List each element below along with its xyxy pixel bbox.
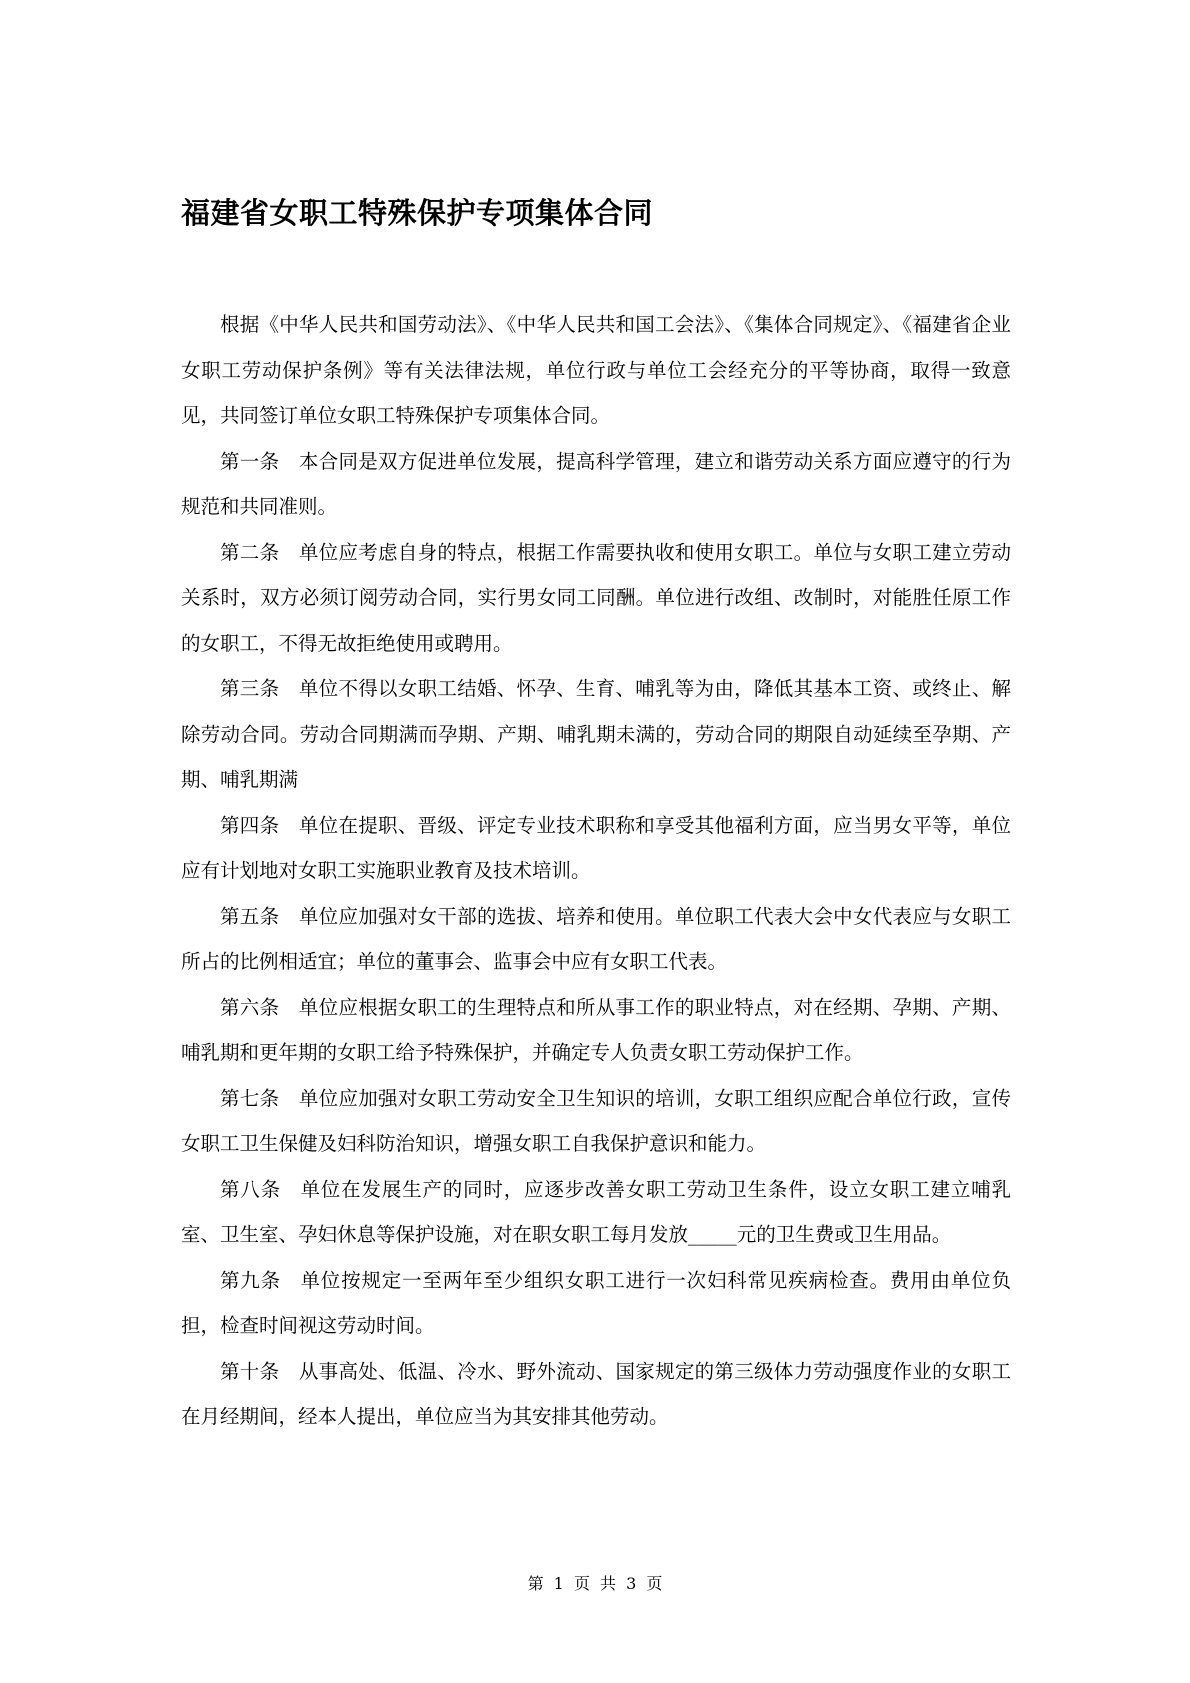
article-number: 第八条 <box>220 1177 281 1201</box>
article-text: 单位在提职、晋级、评定专业技术职称和享受其他福利方面，应当男女平等，单位应有计划地对女职工实施职业教育及技术培训。 <box>181 813 1011 882</box>
article-number: 第一条 <box>220 449 280 473</box>
article-text: 单位应根据女职工的生理特点和所从事工作的职业特点，对在经期、孕期、产期、哺乳期和更年期的女职工给予特殊保护，并确定专人负责女职工劳动保护工作。 <box>181 995 1011 1064</box>
article-1 <box>181 439 1011 530</box>
article-4 <box>181 803 1011 894</box>
article-8 <box>181 1167 1011 1258</box>
article-10 <box>181 1349 1011 1440</box>
article-5 <box>181 894 1011 985</box>
article-text: 单位应考虑自身的特点，根据工作需要执收和使用女职工。单位与女职工建立劳动关系时，双方必须订阅劳动合同，实行男女同工同酬。单位进行改组、改制时，对能胜任原工作的女职工，不得无故拒绝使用或聘用。 <box>181 540 1011 655</box>
page-footer: 第 1 页 共 3 页 <box>527 1574 663 1593</box>
article-text: 本合同是双方促进单位发展，提高科学管理，建立和谐劳动关系方面应遵守的行为规范和共同准则。 <box>181 449 1011 518</box>
article-2 <box>181 530 1011 667</box>
document-title: 福建省女职工特殊保护专项集体合同 <box>181 196 654 230</box>
article-number: 第五条 <box>220 904 280 928</box>
article-text: 单位应加强对女职工劳动安全卫生知识的培训，女职工组织应配合单位行政，宣传女职工卫生保健及妇科防治知识，增强女职工自我保护意识和能力。 <box>181 1086 1011 1155</box>
article-number: 第三条 <box>220 677 280 700</box>
article-number: 第二条 <box>220 540 280 564</box>
article-9 <box>181 1258 1011 1349</box>
article-6 <box>181 985 1011 1076</box>
article-number: 第四条 <box>220 813 280 837</box>
article-text: 单位不得以女职工结婚、怀孕、生育、哺乳等为由，降低其基本工资、或终止、解除劳动合同。劳动合同期满而孕期、产期、哺乳期未满的，劳动合同的期限自动延续至孕期、产期、哺乳期满 <box>181 677 1011 791</box>
article-7 <box>181 1076 1011 1167</box>
article-text: 从事高处、低温、冷水、野外流动、国家规定的第三级体力劳动强度作业的女职工在月经期间，经本人提出，单位应当为其安排其他劳动。 <box>181 1359 1011 1428</box>
intro-paragraph: 根据《中华人民共和国劳动法》、《中华人民共和国工会法》、《集体合同规定》、《福建省企业女职工劳动保护条例》等有关法律法规，单位行政与单位工会经充分的平等协商，取得一致意见，共同签订单位女职工特殊保护专项集体合同。 <box>181 313 1011 427</box>
article-number: 第十条 <box>220 1359 280 1383</box>
article-number: 第七条 <box>220 1086 280 1110</box>
article-text: 单位应加强对女干部的选拔、培养和使用。单位职工代表大会中女代表应与女职工所占的比例相适宜；单位的董事会、监事会中应有女职工代表。 <box>181 904 1011 973</box>
article-text: 单位按规定一至两年至少组织女职工进行一次妇科常见疾病检查。费用由单位负担，检查时间视这劳动时间。 <box>181 1268 1011 1337</box>
article-3 <box>181 666 1011 803</box>
article-number: 第九条 <box>220 1268 281 1292</box>
article-text: 单位在发展生产的同时，应逐步改善女职工劳动卫生条件，设立女职工建立哺乳室、卫生室、孕妇休息等保护设施，对在职女职工每月发放_____元的卫生费或卫生用品。 <box>181 1177 1011 1246</box>
document-body <box>181 302 1011 1440</box>
article-number: 第六条 <box>220 995 280 1019</box>
